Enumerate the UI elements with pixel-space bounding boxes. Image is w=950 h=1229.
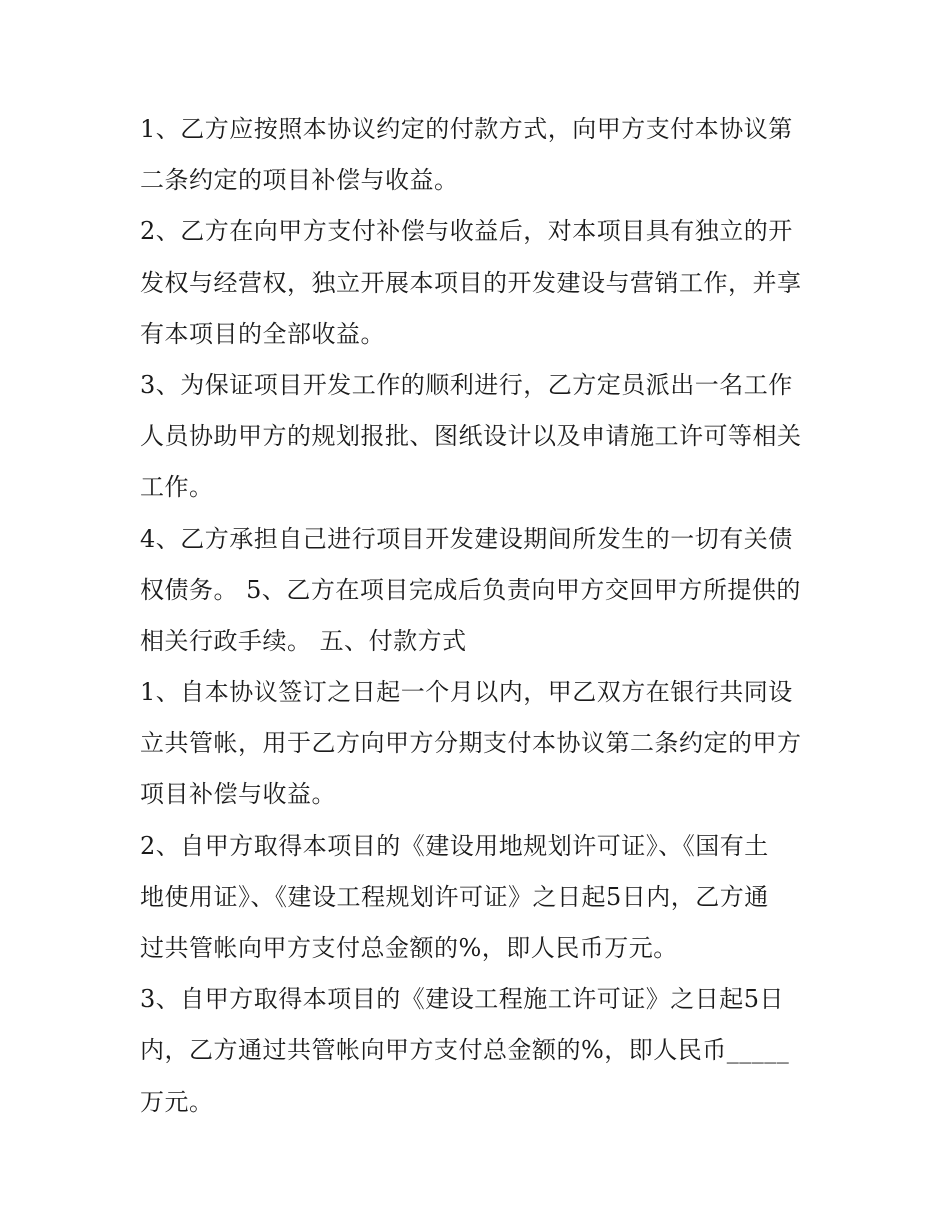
text-line: 地使用证》、《建设工程规划许可证》之日起5日内，乙方通 [140,882,769,911]
text-line: 2、乙方在向甲方支付补偿与收益后，对本项目具有独立的开 [140,217,793,246]
text-line: 1、自本协议签订之日起一个月以内，甲乙双方在银行共同设 [140,678,793,707]
text-line: 有本项目的全部收益。 [140,319,385,348]
text-line: 立共管帐，用于乙方向甲方分期支付本协议第二条约定的甲方 [140,729,802,758]
document-body [140,104,820,1128]
text-line: 人员协助甲方的规划报批、图纸设计以及申请施工许可等相关 [140,422,802,451]
text-line: 1、乙方应按照本协议约定的付款方式，向甲方支付本协议第 [140,115,793,143]
text-line: 3、为保证项目开发工作的顺利进行，乙方定员派出一名工作 [140,370,793,399]
text-line: 3、自甲方取得本项目的《建设工程施工许可证》之日起5日 [140,985,785,1014]
text-line: 项目补偿与收益。 [140,780,336,809]
text-line: 二条约定的项目补偿与收益。 [140,166,459,195]
text-line: 发权与经营权，独立开展本项目的开发建设与营销工作，并享 [140,268,802,297]
text-line: 相关行政手续。 五、付款方式 [140,626,467,655]
text-line: 权债务。 5、乙方在项目完成后负责向甲方交回甲方所提供的 [140,575,801,604]
text-line: 工作。 [140,473,214,502]
text-line: 4、乙方承担自己进行项目开发建设期间所发生的一切有关债 [140,524,793,553]
text-line: 2、自甲方取得本项目的《建设用地规划许可证》、《国有土 [140,831,769,860]
text-line: 万元。 [140,1087,214,1116]
text-line: 内，乙方通过共管帐向甲方支付总金额的%，即人民币_____ [140,1036,790,1065]
text-line: 过共管帐向甲方支付总金额的%，即人民币万元。 [140,934,678,962]
